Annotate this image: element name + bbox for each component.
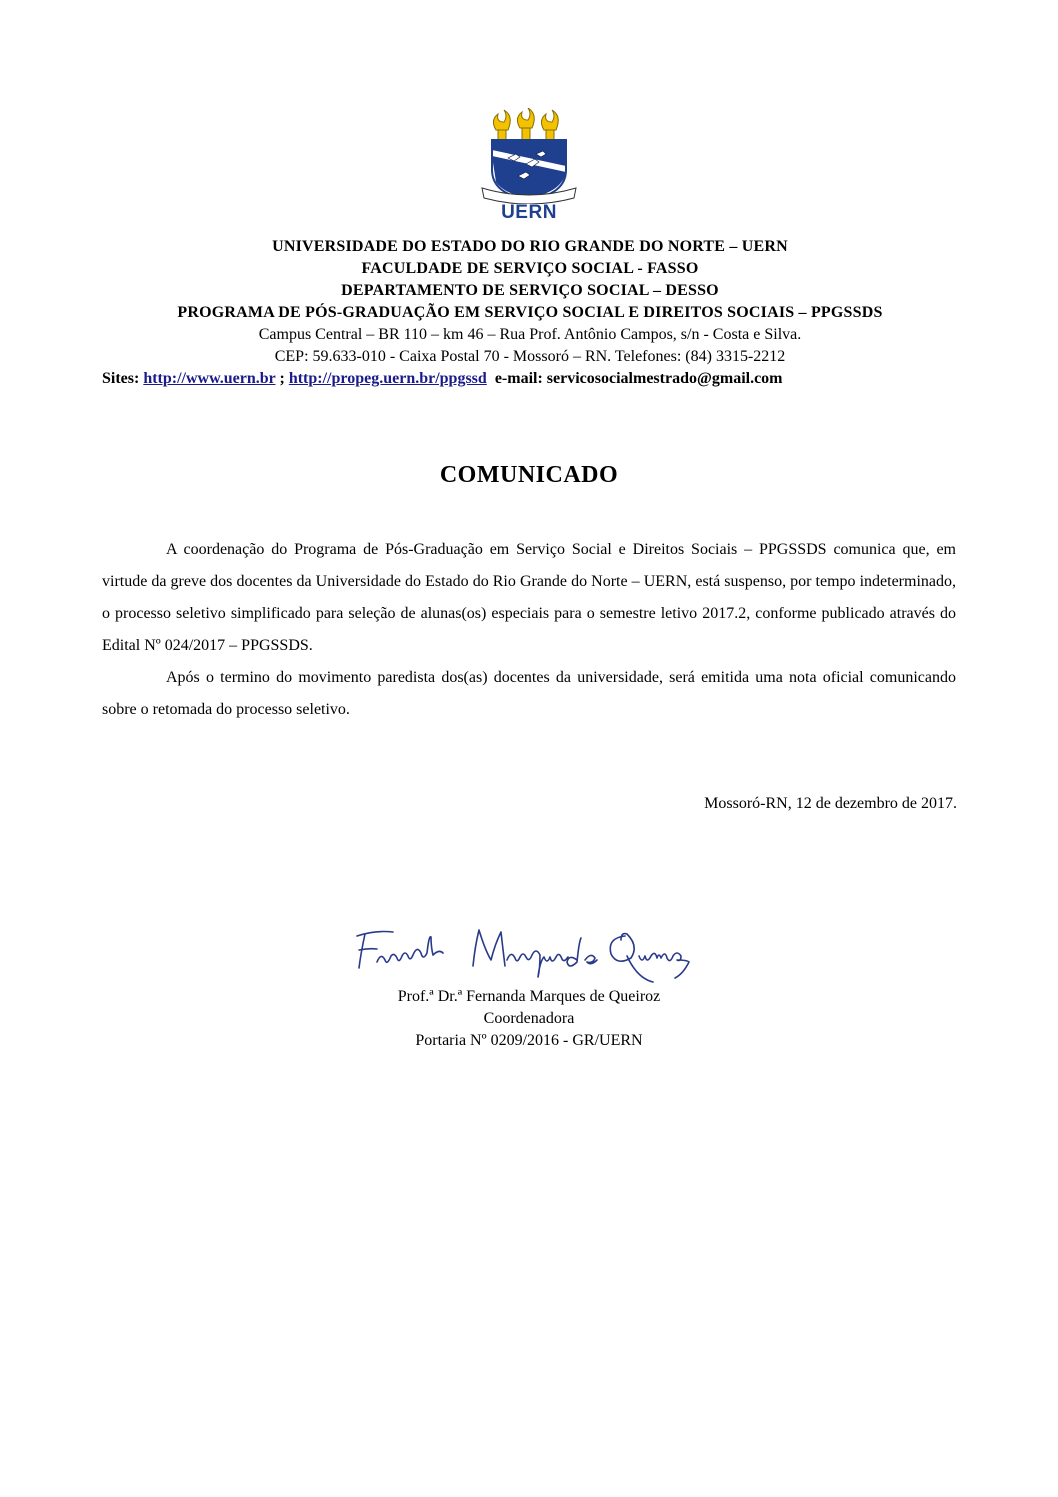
- header-university: UNIVERSIDADE DO ESTADO DO RIO GRANDE DO NORTE – UERN: [272, 238, 788, 255]
- header-address: Campus Central – BR 110 – km 46 – Rua Prof. Antônio Campos, s/n - Costa e Silva.: [258, 326, 802, 343]
- email-address: servicosocialmestrado@gmail.com: [546, 370, 783, 387]
- uern-coat-of-arms-icon: [474, 108, 584, 204]
- header-program: PROGRAMA DE PÓS-GRADUAÇÃO EM SERVIÇO SOCIAL E DIREITOS SOCIAIS – PPGSSDS: [177, 304, 883, 321]
- signature-block: [290, 986, 768, 1052]
- sites-separator: ;: [279, 370, 285, 387]
- logo-text: UERN: [501, 202, 557, 223]
- signer-portaria: Portaria Nº 0209/2016 - GR/UERN: [415, 1032, 643, 1049]
- ppgssd-site-link[interactable]: http://propeg.uern.br/ppgssd: [288, 370, 487, 387]
- document-date: Mossoró-RN, 12 de dezembro de 2017.: [704, 795, 957, 812]
- body-paragraph-2: Após o termino do movimento paredista dos(as) docentes da universidade, será emitida uma nota oficial comunicando sobre o retomada do processo seletivo.: [102, 669, 956, 718]
- header-cep: CEP: 59.633-010 - Caixa Postal 70 - Mossoró – RN. Telefones: (84) 3315-2212: [274, 348, 786, 365]
- uern-site-link[interactable]: http://www.uern.br: [143, 370, 276, 387]
- institution-header: [60, 236, 1000, 368]
- body-paragraph-1: A coordenação do Programa de Pós-Graduação em Serviço Social e Direitos Sociais – PPGSSDS comunica que, em virtude da greve dos docentes da Universidade do Estado do Rio Grande do Norte – UERN, está suspenso, por tempo indeterminado, o processo seletivo simplificado para seleção de alunas(os) especiais para o semestre letivo 2017.2, conforme publicado através do Edital Nº 024/2017 – PPGSSDS.: [102, 541, 956, 654]
- header-department: DEPARTAMENTO DE SERVIÇO SOCIAL – DESSO: [341, 282, 719, 299]
- signer-role: Coordenadora: [483, 1010, 575, 1027]
- uern-logo: [474, 108, 584, 224]
- signer-name: Prof.ª Dr.ª Fernanda Marques de Queiroz: [397, 988, 661, 1005]
- header-faculty: FACULDADE DE SERVIÇO SOCIAL - FASSO: [361, 260, 699, 277]
- sites-line: [102, 370, 1002, 388]
- document-title: COMUNICADO: [439, 462, 619, 488]
- document-body: [102, 534, 956, 726]
- sites-label: Sites:: [102, 370, 140, 387]
- handwritten-signature: [345, 916, 715, 988]
- email-label: e-mail:: [494, 370, 543, 387]
